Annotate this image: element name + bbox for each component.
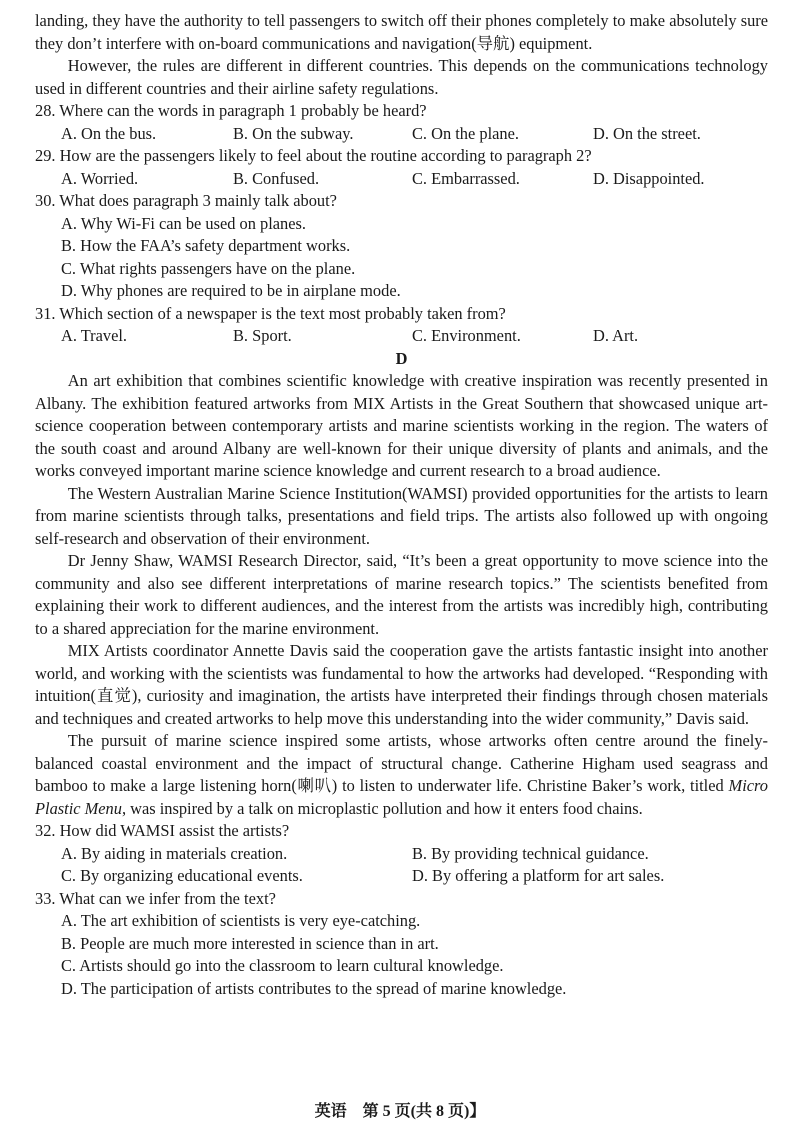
passage-c-paragraph-continued: landing, they have the authority to tell passengers to switch off their phones completely to make absolutely sure they don’t interfere with on-board communications and navigation(导航) equipment.	[35, 11, 768, 53]
artwork-title: Micro Plastic Menu	[35, 776, 768, 818]
question-options	[35, 325, 768, 348]
passage-d-paragraph-4: MIX Artists coordinator Annette Davis said the cooperation gave the artists fantastic insight into another world, and working with the scientists was fundamental to how the artworks had developed. “Responding with intuition(直觉), curiosity and imagination, the artists have interpreted their findings through chosen materials and techniques and created artworks to help move this understanding into the wider community,” Davis said.	[35, 641, 768, 728]
question-30	[35, 190, 768, 303]
question-options-row-1	[35, 843, 768, 866]
option-c: C. Environment.	[412, 326, 521, 345]
question-33	[35, 888, 768, 1001]
option-c: C. By organizing educational events.	[61, 866, 303, 885]
question-32	[35, 820, 768, 888]
question-stem: 29. How are the passengers likely to feel about the routine according to paragraph 2?	[35, 146, 592, 165]
passage-d-paragraph-5	[35, 730, 768, 820]
option-c: C. On the plane.	[412, 123, 519, 143]
option-a: A. By aiding in materials creation.	[61, 843, 288, 863]
option-c: C. What rights passengers have on the plane.	[61, 258, 356, 278]
paragraph-text-before-title: The pursuit of marine science inspired some artists, whose artworks often centre around the finely-balanced coastal environment and the impact of structural change. Catherine Higham used seagrass and bamboo to make a large listening horn(喇叭) to listen to underwater life. Christine Baker’s work, titled	[35, 731, 768, 795]
page-footer: 英语 第 5 页(共 8 页)】	[314, 1103, 486, 1120]
option-b: B. By providing technical guidance.	[412, 843, 649, 863]
passage-d-paragraph-3: Dr Jenny Shaw, WAMSI Research Director, said, “It’s been a great opportunity to move science into the community and also see different interpretations of marine research topics.” The scientists benefited from explaining their work to different audiences, and the interest from the artists was incredibly high, contributing to a shared appreciation for the marine environment.	[35, 551, 768, 638]
option-b: B. How the FAA’s safety department works.	[61, 236, 351, 255]
option-c: C. Embarrassed.	[412, 168, 520, 188]
option-d: D. On the street.	[593, 123, 701, 143]
question-28	[35, 100, 768, 145]
option-b: B. Confused.	[233, 168, 320, 188]
question-options-row-2	[35, 865, 768, 888]
option-d: D. The participation of artists contributes to the spread of marine knowledge.	[61, 978, 567, 998]
option-d: D. Art.	[593, 326, 639, 345]
question-31	[35, 303, 768, 348]
option-b: B. People are much more interested in science than in art.	[61, 933, 439, 953]
question-options	[35, 168, 768, 191]
option-a: A. The art exhibition of scientists is very eye-catching.	[61, 911, 421, 930]
question-stem: 33. What can we infer from the text?	[35, 888, 276, 908]
question-stem: 28. Where can the words in paragraph 1 probably be heard?	[35, 101, 427, 120]
paragraph-text-after-title: , was inspired by a talk on microplastic pollution and how it enters food chains.	[121, 798, 643, 818]
option-a: A. Travel.	[61, 326, 128, 345]
option-d: D. Why phones are required to be in airplane mode.	[61, 281, 401, 300]
question-stem: 32. How did WAMSI assist the artists?	[35, 821, 290, 840]
option-a: A. Worried.	[61, 168, 139, 188]
section-d-heading: D	[395, 348, 408, 368]
question-29	[35, 145, 768, 190]
question-stem: 31. Which section of a newspaper is the text most probably taken from?	[35, 303, 506, 323]
question-options	[35, 123, 768, 146]
passage-c-paragraph: However, the rules are different in different countries. This depends on the communications technology used in different countries and their airline safety regulations.	[35, 56, 768, 98]
question-stem: 30. What does paragraph 3 mainly talk about?	[35, 191, 337, 210]
option-d: D. By offering a platform for art sales.	[412, 866, 665, 885]
passage-d-paragraph-1: An art exhibition that combines scientific knowledge with creative inspiration was recently presented in Albany. The exhibition featured artworks from MIX Artists in the Great Southern that showcased unique art-science cooperation between contemporary artists and marine scientists working in the region. The waters of the south coast and around Albany are well-known for their unique diversity of plants and animals, and the works conveyed important marine science knowledge and current research to a broad audience.	[35, 371, 768, 480]
option-b: B. On the subway.	[233, 123, 354, 143]
option-a: A. On the bus.	[61, 123, 157, 143]
option-a: A. Why Wi-Fi can be used on planes.	[61, 213, 307, 233]
option-d: D. Disappointed.	[593, 168, 705, 188]
passage-d-paragraph-2: The Western Australian Marine Science Institution(WAMSI) provided opportunities for the artists to learn from marine scientists through talks, presentations and field trips. The artists also followed up with ongoing self-research and observation of their environment.	[35, 483, 768, 548]
option-b: B. Sport.	[233, 326, 292, 345]
option-c: C. Artists should go into the classroom to learn cultural knowledge.	[61, 956, 504, 975]
